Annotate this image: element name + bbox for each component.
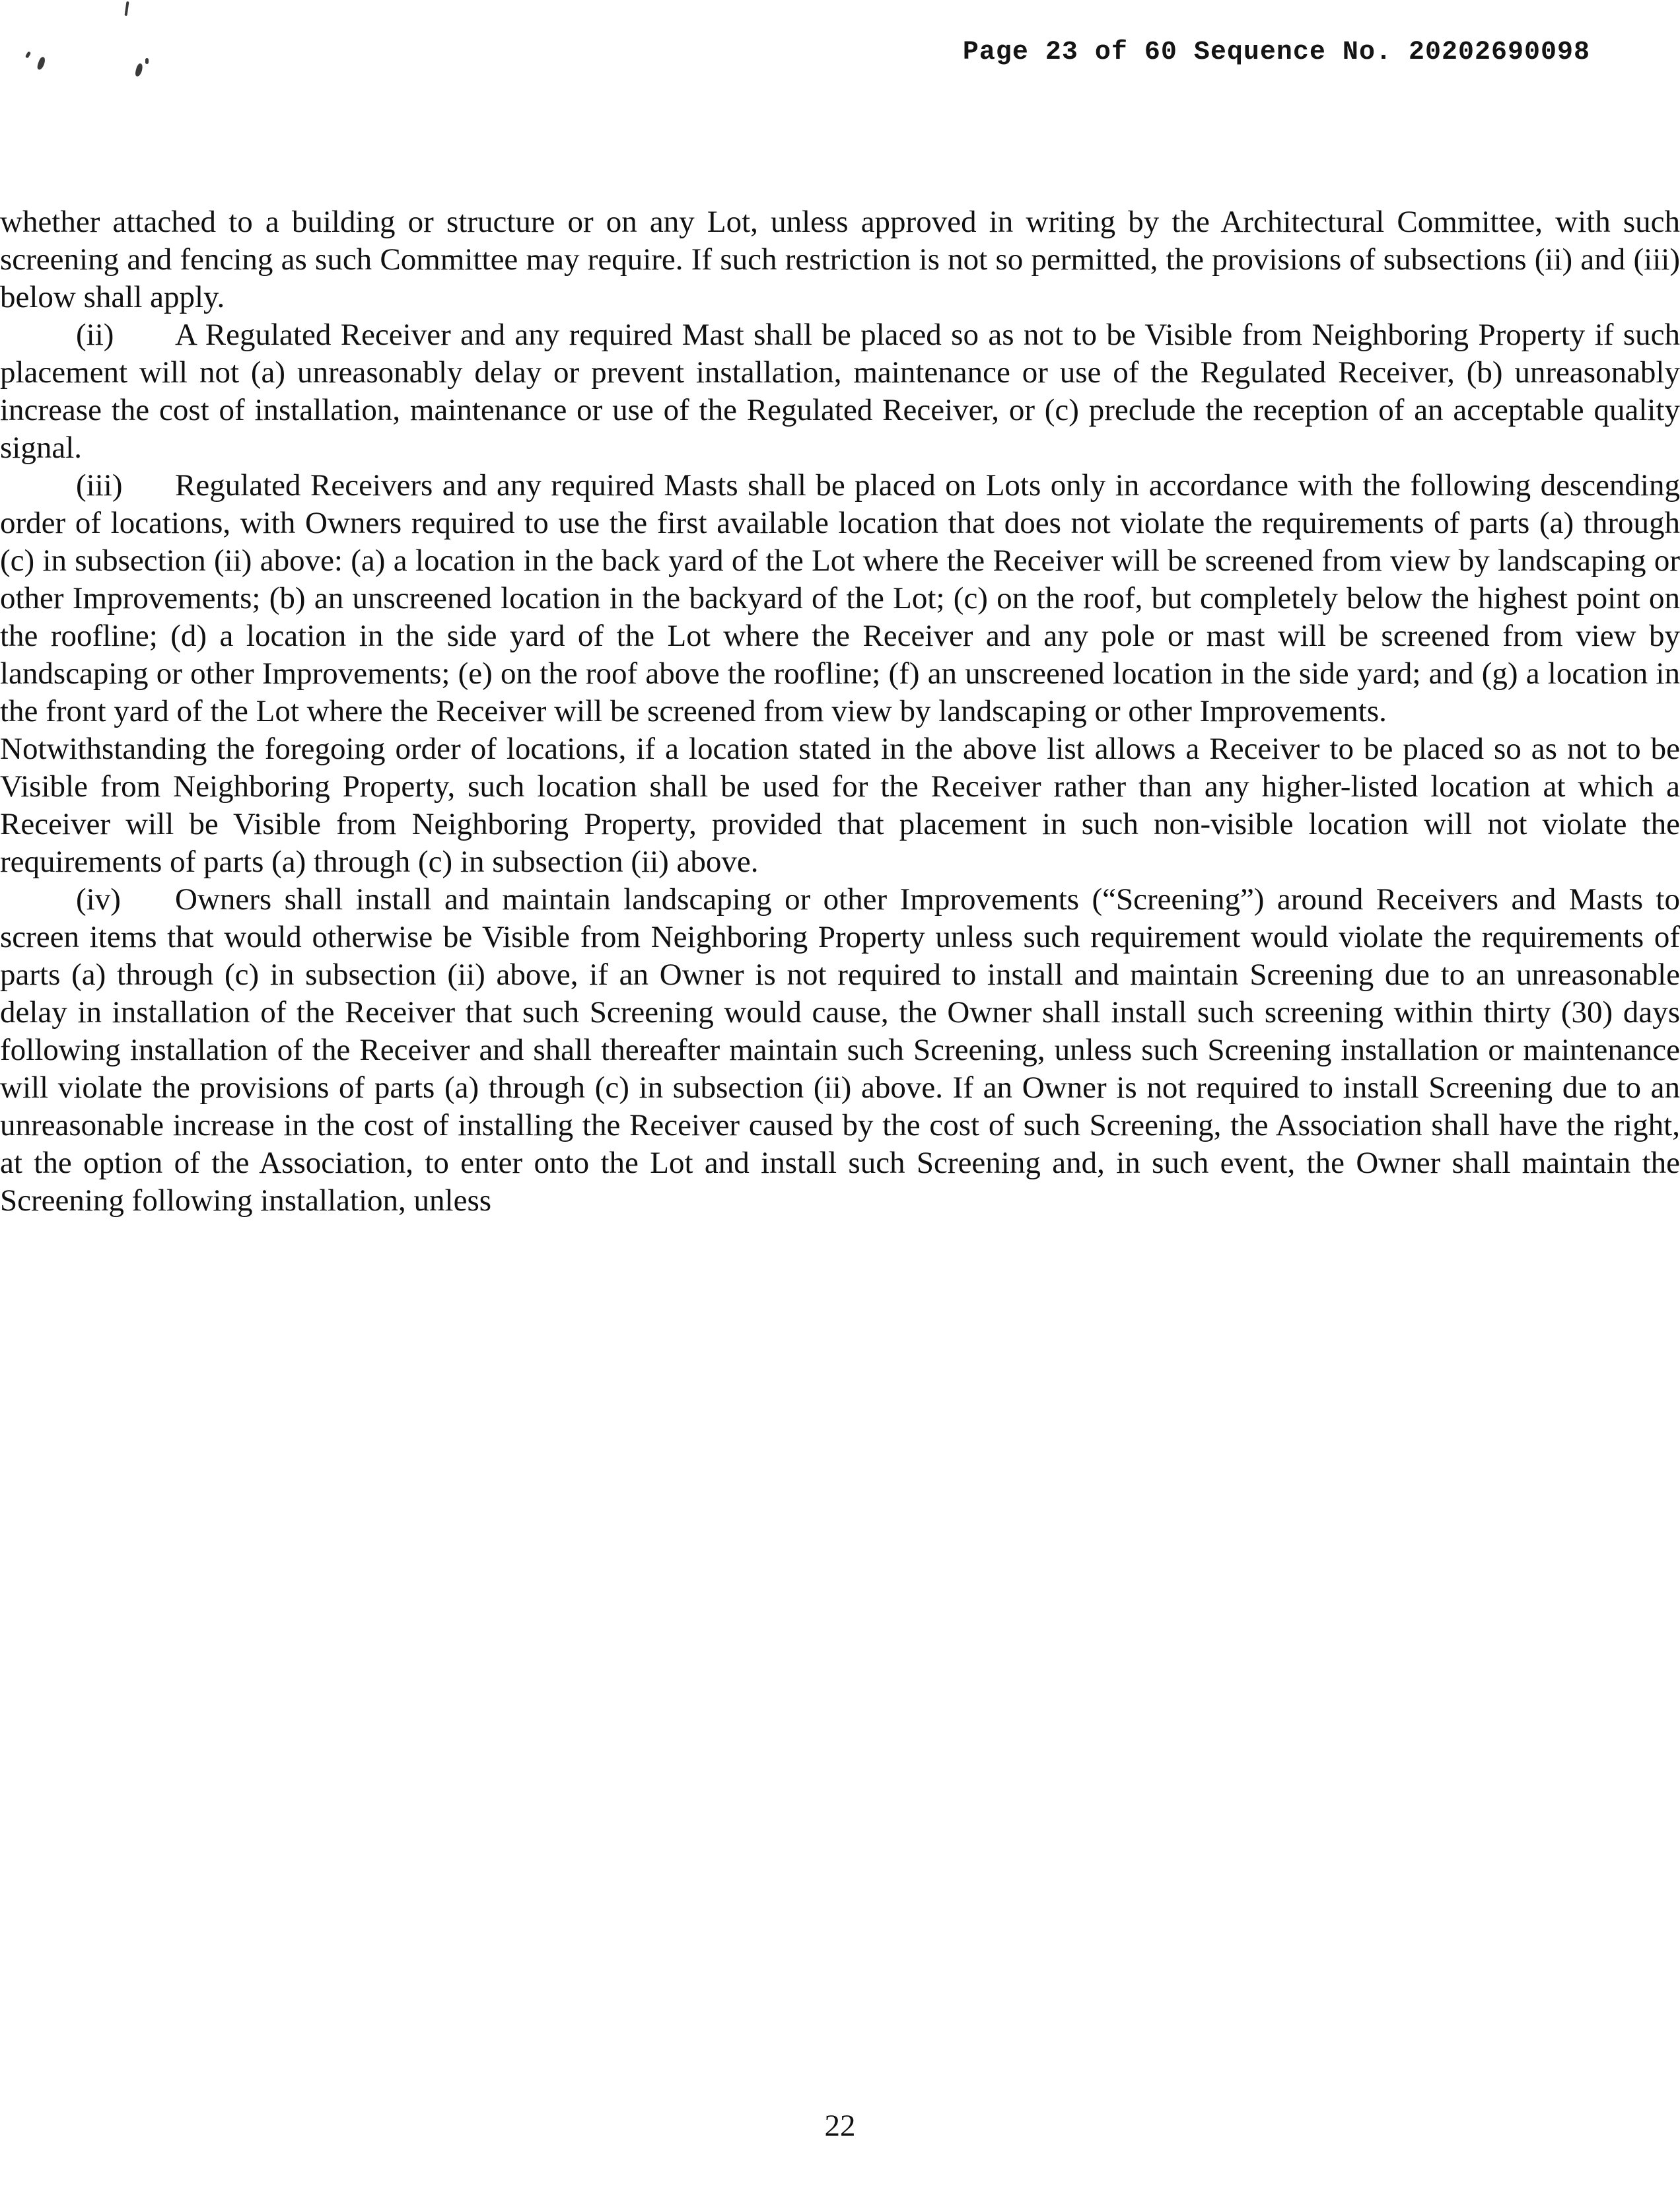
clause-iv-text: Owners shall install and maintain landscaping or other Improvements (“Screening”) around Receivers and Masts to screen items that would otherwise be Visible from Neighboring Property unless such requirement would violate the requirements of parts (a) through (c) in subsection (ii) above, if an Owner is not required to install and maintain Screening due to an unreasonable delay in installation of the Receiver that such Screening would cause, the Owner shall install such screening within thirty (30) days following installation of the Receiver and shall thereafter maintain such Screening, unless such Screening installation or maintenance will violate the provisions of parts (a) through (c) in subsection (ii) above. If an Owner is not required to install Screening due to an unreasonable increase in the cost of installing the Receiver caused by the cost of such Screening, the Association shall have the right, at the option of the Association, to enter onto the Lot and install such Screening and, in such event, the Owner shall maintain the Screening following installation, unless	[0, 882, 1680, 1218]
page-number: 22	[824, 2109, 856, 2143]
clause-iv-paragraph	[0, 881, 1680, 1220]
scan-artifact	[36, 56, 46, 71]
clause-iv-label: (iv)	[76, 882, 121, 917]
page-header	[897, 8, 1590, 97]
clause-ii-label: (ii)	[76, 318, 114, 352]
scan-artifact	[145, 58, 149, 64]
document-body	[0, 203, 1680, 1220]
clause-ii-text: A Regulated Receiver and any required Mast shall be placed so as not to be Visible from Neighboring Property if such placement will not (a) unreasonably delay or prevent installation, maintenance or use of the Regulated Receiver, (b) unreasonably increase the cost of installation, maintenance or use of the Regulated Receiver, or (c) preclude the reception of an acceptable quality signal.	[0, 318, 1680, 465]
clause-iii-label: (iii)	[76, 468, 123, 503]
scan-artifact	[25, 51, 31, 58]
intro-paragraph: whether attached to a building or structure or on any Lot, unless approved in writing by the Architectural Committee, with such screening and fencing as such Committee may require. If such restriction is not so permitted, the provisions of subsections (ii) and (iii) below shall apply.	[0, 205, 1680, 314]
clause-ii-paragraph	[0, 316, 1680, 467]
clause-iii-paragraph	[0, 467, 1680, 730]
scan-artifact	[135, 63, 144, 77]
notwithstanding-paragraph: Notwithstanding the foregoing order of locations, if a location stated in the above list allows a Receiver to be placed so as not to be Visible from Neighboring Property, such location shall be used for the Receiver rather than any higher-listed location at which a Receiver will be Visible from Neighboring Property, provided that placement in such non-visible location will not violate the requirements of parts (a) through (c) in subsection (ii) above.	[0, 732, 1680, 879]
page-header-text: Page 23 of 60 Sequence No. 20202690098	[962, 38, 1590, 67]
clause-iii-text: Regulated Receivers and any required Masts shall be placed on Lots only in accordance with the following descending order of locations, with Owners required to use the first available location that does not violate the requirements of parts (a) through (c) in subsection (ii) above: (a) a location in the back yard of the Lot where the Receiver will be screened from view by landscaping or other Improvements; (b) an unscreened location in the backyard of the Lot; (c) on the roof, but completely below the highest point on the roofline; (d) a location in the side yard of the Lot where the Receiver and any pole or mast will be screened from view by landscaping or other Improvements; (e) on the roof above the roofline; (f) an unscreened location in the side yard; and (g) a location in the front yard of the Lot where the Receiver will be screened from view by landscaping or other Improvements.	[0, 468, 1680, 728]
scan-artifact	[124, 1, 129, 16]
